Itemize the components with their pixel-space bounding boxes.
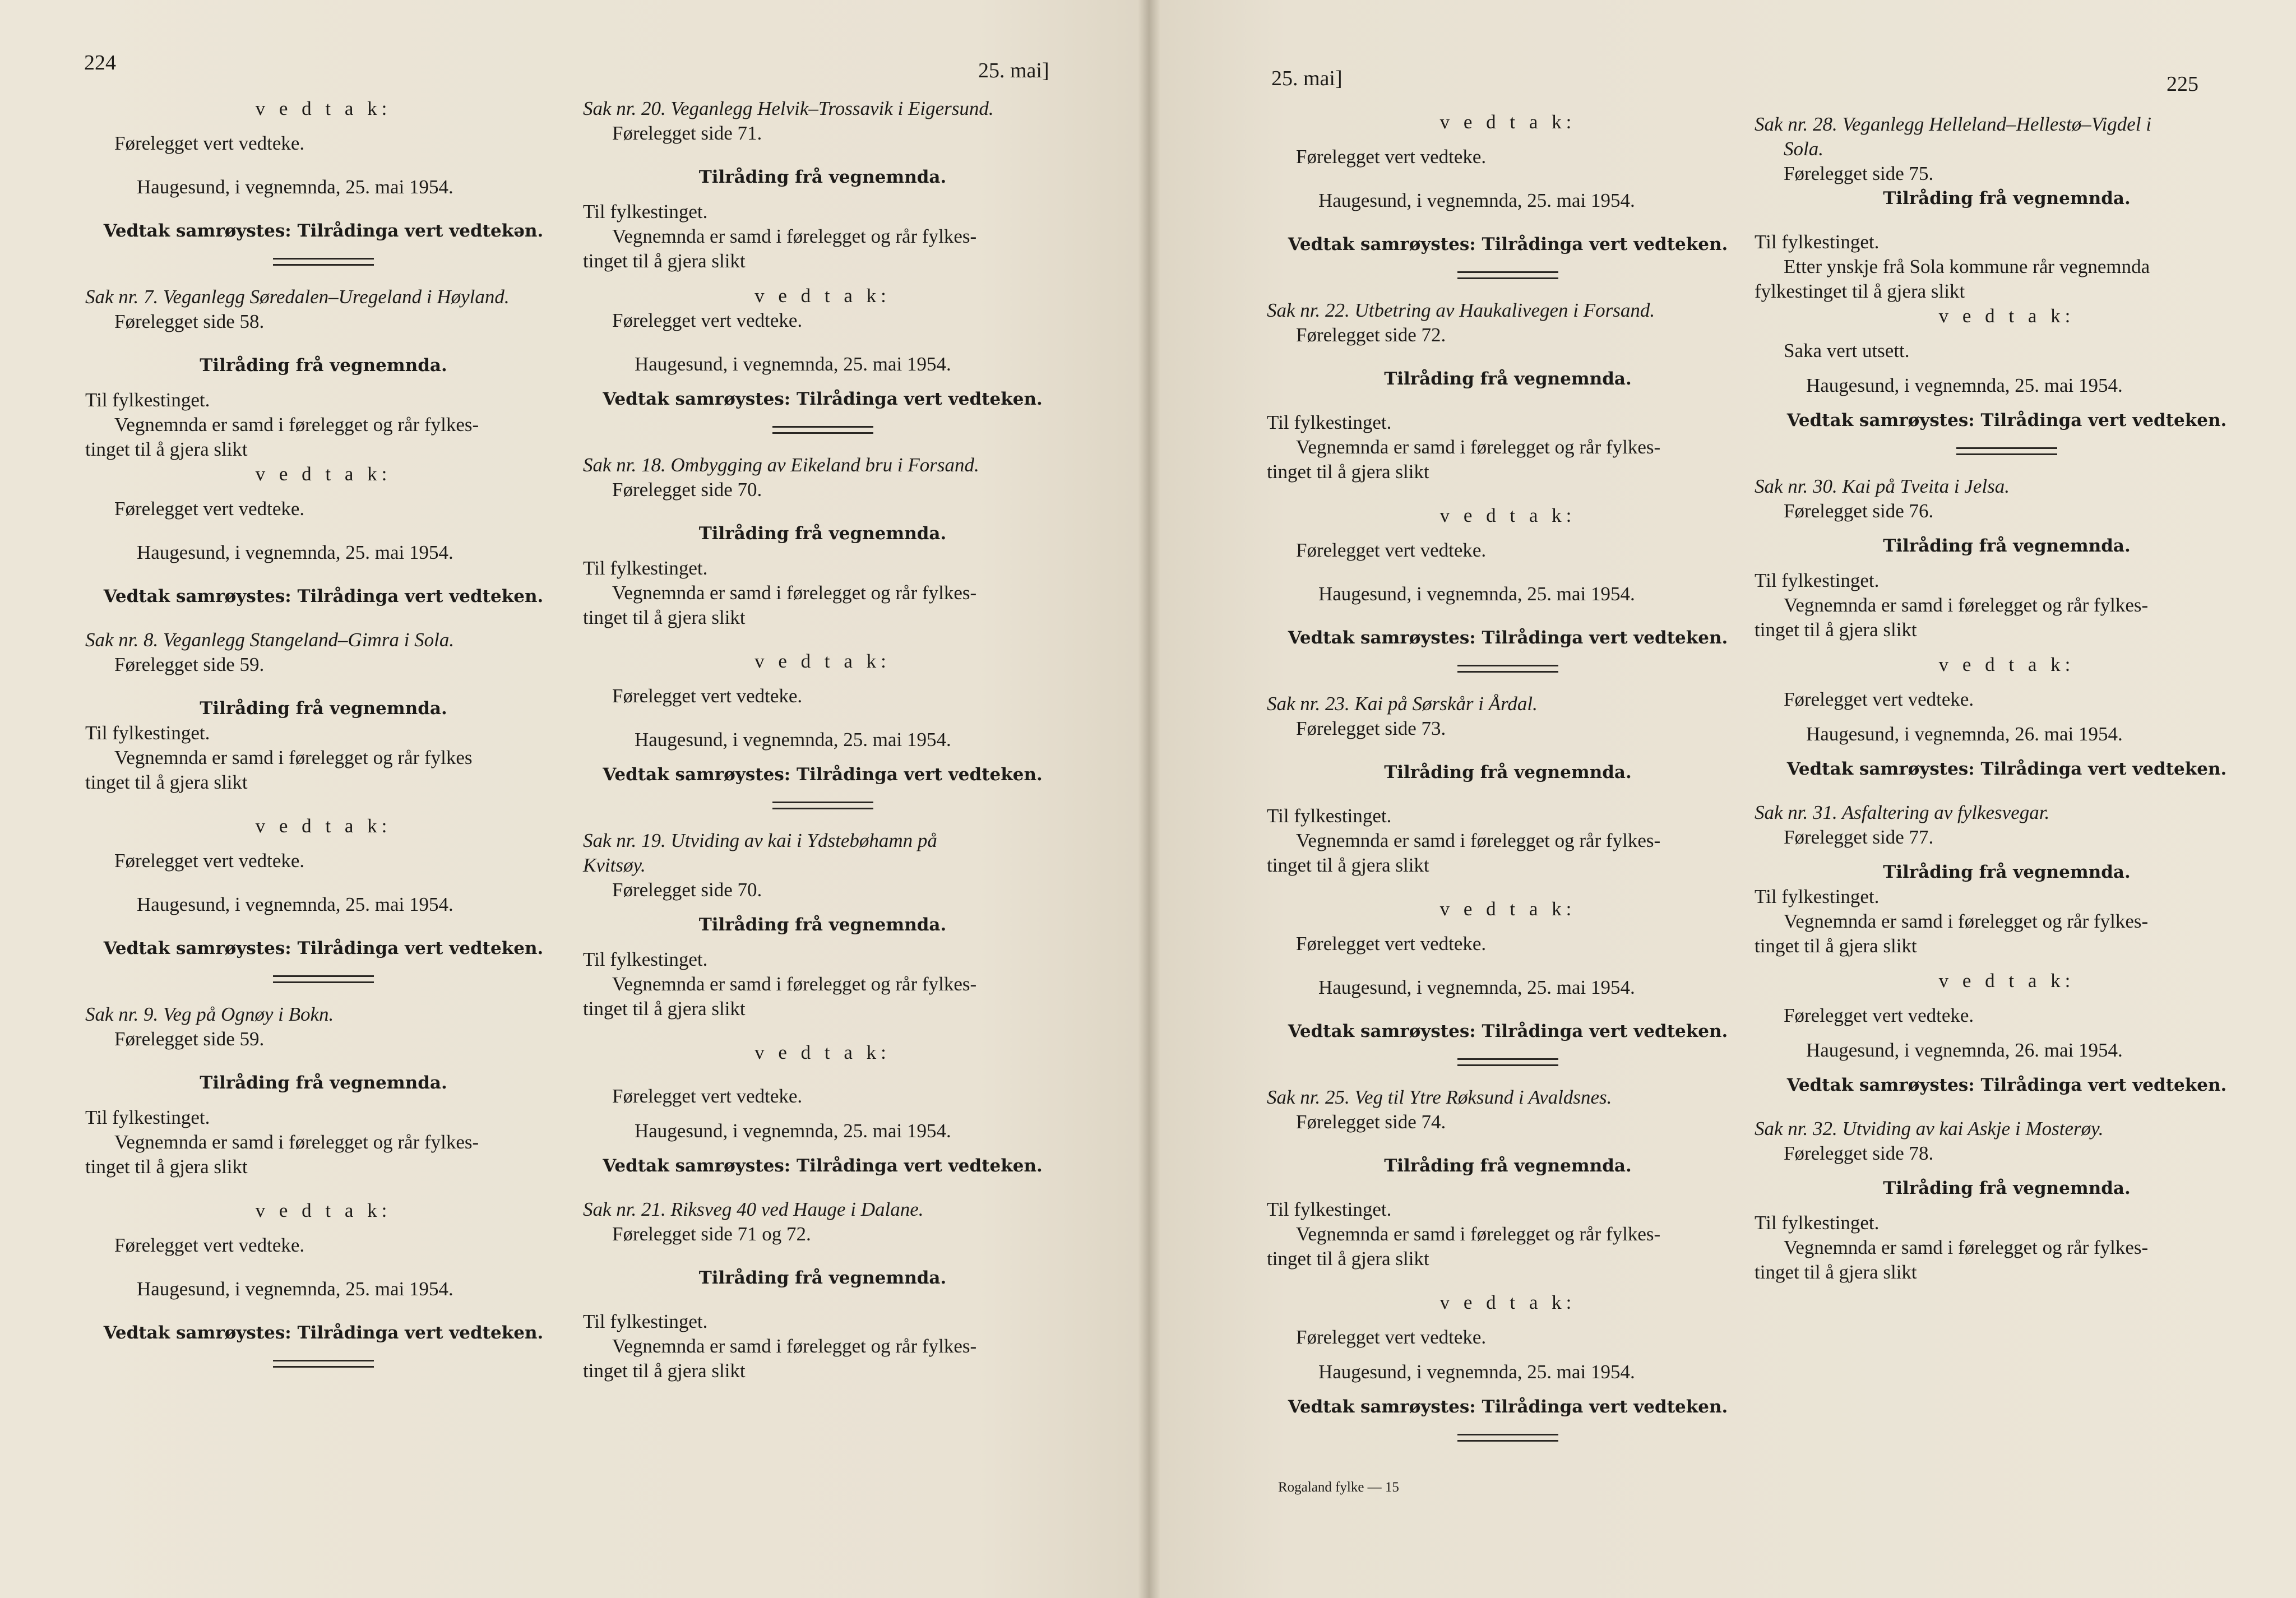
unanimous-decision: Vedtak samrøystes: Tilrådinga vert vedteken. (1288, 1397, 1728, 1417)
recommendation-heading: Tilråding frå vegnemnda. (1883, 188, 2131, 209)
addressee: Til fylkestinget. (583, 201, 708, 223)
recommendation-text: Vegnemnda er samd i førelegget og rår fylkes- (1296, 1223, 1661, 1245)
book-gutter (1138, 0, 1160, 1598)
recommendation-text: Vegnemnda er samd i førelegget og rår fylkes- (114, 1131, 479, 1153)
decision-text: Førelegget vert vedteke. (1296, 539, 1487, 561)
recommendation-heading: Tilråding frå vegnemnda. (698, 915, 947, 935)
unanimous-decision: Vedtak samrøystes: Tilrådinga vert vedtekən. (103, 221, 544, 241)
decision-text: Førelegget vert vedteke. (612, 1085, 803, 1107)
case-reference: Førelegget side 77. (1784, 826, 1934, 848)
recommendation-heading: Tilråding frå vegnemnda. (200, 355, 447, 376)
divider-rule (273, 975, 374, 983)
addressee: Til fylkestinget. (583, 948, 708, 970)
unanimous-decision: Vedtak samrøystes: Tilrådinga vert vedteken. (1288, 628, 1728, 648)
unanimous-decision: Vedtak samrøystes: Tilrådinga vert vedteken. (103, 586, 544, 606)
running-date-left: 25. mai] (978, 59, 1049, 82)
decision-text: Førelegget vert vedteke. (114, 1234, 305, 1256)
recommendation-text-cont: tinget til å gjera slikt (85, 771, 248, 793)
case-title-cont: Sola. (1784, 138, 1823, 160)
right-page (1149, 0, 2296, 1598)
place-date: Haugesund, i vegnemnda, 25. mai 1954. (137, 1278, 453, 1300)
recommendation-heading: Tilråding frå vegnemnda. (200, 1073, 447, 1093)
unanimous-decision: Vedtak samrøystes: Tilrådinga vert vedteken. (103, 938, 544, 958)
case-title: Sak nr. 9. Veg på Ognøy i Bokn. (85, 1003, 334, 1025)
case-title: Sak nr. 31. Asfaltering av fylkesvegar. (1755, 802, 2050, 823)
recommendation-text-cont: fylkestinget til å gjera slikt (1755, 280, 1965, 302)
vedtak-heading: v e d t a k: (255, 1199, 392, 1221)
vedtak-heading: v e d t a k: (1938, 970, 2075, 992)
decision-text: Førelegget vert vedteke. (114, 132, 305, 154)
addressee: Til fylkestinget. (1755, 231, 1880, 253)
case-reference: Førelegget side 59. (114, 654, 265, 675)
case-title: Sak nr. 20. Veganlegg Helvik–Trossavik i Eigersund. (583, 98, 994, 119)
unanimous-decision: Vedtak samrøystes: Tilrådinga vert vedteken. (1786, 410, 2227, 430)
place-date: Haugesund, i vegnemnda, 25. mai 1954. (1318, 189, 1635, 211)
vedtak-heading: v e d t a k: (754, 285, 891, 307)
page-footer: Rogaland fylke — 15 (1278, 1480, 1399, 1495)
vedtak-heading: v e d t a k: (1938, 654, 2075, 675)
recommendation-text-cont: tinget til å gjera slikt (583, 250, 746, 272)
decision-text: Førelegget vert vedteke. (612, 309, 803, 331)
vedtak-heading: v e d t a k: (754, 650, 891, 672)
case-reference: Førelegget side 72. (1296, 324, 1446, 346)
case-title: Sak nr. 22. Utbetring av Haukalivegen i Forsand. (1267, 299, 1655, 321)
addressee: Til fylkestinget. (1755, 886, 1880, 907)
case-reference: Førelegget side 70. (612, 879, 762, 901)
case-title: Sak nr. 21. Riksveg 40 ved Hauge i Dalane. (583, 1198, 924, 1220)
addressee: Til fylkestinget. (85, 389, 210, 411)
column-4 (1755, 112, 2259, 1285)
addressee: Til fylkestinget. (85, 1106, 210, 1128)
vedtak-heading: v e d t a k: (255, 98, 392, 119)
recommendation-text-cont: tinget til å gjera slikt (583, 1360, 746, 1382)
recommendation-heading: Tilråding frå vegnemnda. (1883, 1178, 2131, 1198)
addressee: Til fylkestinget. (583, 1310, 708, 1332)
recommendation-heading: Tilråding frå vegnemnda. (200, 698, 447, 719)
case-title: Sak nr. 30. Kai på Tveita i Jelsa. (1755, 475, 2010, 497)
case-title: Sak nr. 19. Utviding av kai i Ydstebøhamn på (583, 830, 937, 851)
case-reference: Førelegget side 75. (1784, 163, 1934, 184)
case-title: Sak nr. 18. Ombygging av Eikeland bru i Forsand. (583, 454, 979, 476)
recommendation-heading: Tilråding frå vegnemnda. (698, 167, 947, 187)
divider-rule (1457, 1058, 1558, 1066)
case-title: Sak nr. 32. Utviding av kai Askje i Mosterøy. (1755, 1118, 2104, 1140)
column-1 (85, 96, 562, 1387)
vedtak-heading: v e d t a k: (1439, 898, 1576, 920)
case-reference: Førelegget side 73. (1296, 717, 1446, 739)
decision-text: Førelegget vert vedteke. (114, 498, 305, 520)
place-date: Haugesund, i vegnemnda, 25. mai 1954. (137, 541, 453, 563)
place-date: Haugesund, i vegnemnda, 25. mai 1954. (635, 729, 951, 751)
addressee: Til fylkestinget. (583, 557, 708, 579)
recommendation-text-cont: tinget til å gjera slikt (583, 998, 746, 1020)
place-date: Haugesund, i vegnemnda, 25. mai 1954. (1806, 374, 2123, 396)
place-date: Haugesund, i vegnemnda, 26. mai 1954. (1806, 1039, 2123, 1061)
recommendation-text: Vegnemnda er samd i førelegget og rår fylkes- (612, 973, 977, 995)
recommendation-heading: Tilråding frå vegnemnda. (1883, 536, 2131, 556)
recommendation-text: Etter ynskje frå Sola kommune rår vegnemnda (1784, 256, 2150, 277)
vedtak-heading: v e d t a k: (1938, 305, 2075, 327)
case-title: Sak nr. 25. Veg til Ytre Røksund i Avaldsnes. (1267, 1086, 1612, 1108)
recommendation-heading: Tilråding frå vegnemnda. (698, 1268, 947, 1288)
place-date: Haugesund, i vegnemnda, 25. mai 1954. (1318, 583, 1635, 605)
recommendation-text-cont: tinget til å gjera slikt (1755, 619, 1917, 641)
recommendation-text: Vegnemnda er samd i førelegget og rår fylkes- (114, 414, 479, 436)
case-reference: Førelegget side 71 og 72. (612, 1223, 811, 1245)
decision-text: Førelegget vert vedteke. (1784, 688, 1974, 710)
column-2 (583, 96, 1062, 1383)
vedtak-heading: v e d t a k: (1439, 1291, 1576, 1313)
recommendation-text: Vegnemnda er samd i førelegget og rår fylkes- (1784, 910, 2149, 932)
recommendation-text: Vegnemnda er samd i førelegget og rår fylkes- (1296, 436, 1661, 458)
addressee: Til fylkestinget. (1755, 569, 1880, 591)
recommendation-text-cont: tinget til å gjera slikt (1267, 1248, 1429, 1270)
place-date: Haugesund, i vegnemnda, 25. mai 1954. (1318, 976, 1635, 998)
vedtak-heading: v e d t a k: (255, 463, 392, 485)
recommendation-text-cont: tinget til å gjera slikt (1267, 461, 1429, 483)
vedtak-heading: v e d t a k: (754, 1041, 891, 1063)
place-date: Haugesund, i vegnemnda, 26. mai 1954. (1806, 723, 2123, 745)
unanimous-decision: Vedtak samrøystes: Tilrådinga vert vedteken. (603, 1156, 1043, 1176)
page-number-right: 225 (2167, 72, 2198, 96)
recommendation-heading: Tilråding frå vegnemnda. (1384, 762, 1632, 782)
divider-rule (1457, 665, 1558, 673)
recommendation-heading: Tilråding frå vegnemnda. (1384, 369, 1632, 389)
place-date: Haugesund, i vegnemnda, 25. mai 1954. (137, 893, 453, 915)
decision-text: Saka vert utsett. (1784, 340, 1910, 362)
unanimous-decision: Vedtak samrøystes: Tilrådinga vert vedteken. (1786, 1075, 2227, 1095)
decision-text: Førelegget vert vedteke. (1784, 1004, 1974, 1026)
case-reference: Førelegget side 58. (114, 311, 265, 332)
case-title-cont: Kvitsøy. (583, 854, 646, 876)
recommendation-text-cont: tinget til å gjera slikt (85, 438, 248, 460)
addressee: Til fylkestinget. (1267, 805, 1392, 827)
column-3 (1267, 110, 1749, 1500)
unanimous-decision: Vedtak samrøystes: Tilrådinga vert vedteken. (1288, 234, 1728, 254)
unanimous-decision: Vedtak samrøystes: Tilrådinga vert vedteken. (603, 765, 1043, 785)
recommendation-text-cont: tinget til å gjera slikt (583, 606, 746, 628)
addressee: Til fylkestinget. (1755, 1212, 1880, 1234)
recommendation-heading: Tilråding frå vegnemnda. (1384, 1156, 1632, 1176)
place-date: Haugesund, i vegnemnda, 25. mai 1954. (635, 1120, 951, 1142)
divider-rule (273, 258, 374, 266)
place-date: Haugesund, i vegnemnda, 25. mai 1954. (1318, 1361, 1635, 1383)
vedtak-heading: v e d t a k: (255, 815, 392, 837)
place-date: Haugesund, i vegnemnda, 25. mai 1954. (137, 176, 453, 198)
recommendation-text-cont: tinget til å gjera slikt (1755, 1261, 1917, 1283)
decision-text: Førelegget vert vedteke. (1296, 146, 1487, 168)
running-date-right: 25. mai] (1271, 67, 1343, 90)
place-date: Haugesund, i vegnemnda, 25. mai 1954. (635, 353, 951, 375)
case-reference: Førelegget side 70. (612, 479, 762, 501)
divider-rule (1457, 271, 1558, 279)
decision-text: Førelegget vert vedteke. (1296, 1326, 1487, 1348)
case-title: Sak nr. 28. Veganlegg Helleland–Hellestø–Vigdel i (1755, 113, 2151, 135)
case-reference: Førelegget side 78. (1784, 1142, 1934, 1164)
page-number-left: 224 (84, 51, 116, 75)
case-reference: Førelegget side 74. (1296, 1111, 1446, 1133)
unanimous-decision: Vedtak samrøystes: Tilrådinga vert vedteken. (1786, 759, 2227, 779)
case-reference: Førelegget side 59. (114, 1028, 265, 1050)
recommendation-heading: Tilråding frå vegnemnda. (698, 524, 947, 544)
decision-text: Førelegget vert vedteke. (1296, 933, 1487, 955)
recommendation-heading: Tilråding frå vegnemnda. (1883, 862, 2131, 882)
recommendation-text: Vegnemnda er samd i førelegget og rår fylkes- (612, 225, 977, 247)
divider-rule (772, 802, 873, 809)
divider-rule (273, 1360, 374, 1368)
recommendation-text-cont: tinget til å gjera slikt (1267, 854, 1429, 876)
recommendation-text: Vegnemnda er samd i førelegget og rår fylkes- (1784, 594, 2149, 616)
decision-text: Førelegget vert vedteke. (114, 850, 305, 872)
divider-rule (772, 426, 873, 434)
case-title: Sak nr. 23. Kai på Sørskår i Årdal. (1267, 693, 1538, 715)
recommendation-text: Vegnemnda er samd i førelegget og rår fylkes- (612, 582, 977, 604)
recommendation-text-cont: tinget til å gjera slikt (85, 1156, 248, 1178)
unanimous-decision: Vedtak samrøystes: Tilrådinga vert vedteken. (603, 389, 1043, 409)
unanimous-decision: Vedtak samrøystes: Tilrådinga vert vedteken. (103, 1323, 544, 1343)
vedtak-heading: v e d t a k: (1439, 111, 1576, 133)
decision-text: Førelegget vert vedteke. (612, 685, 803, 707)
case-reference: Førelegget side 71. (612, 122, 762, 144)
unanimous-decision: Vedtak samrøystes: Tilrådinga vert vedteken. (1288, 1021, 1728, 1041)
recommendation-text-cont: tinget til å gjera slikt (1755, 935, 1917, 957)
vedtak-heading: v e d t a k: (1439, 504, 1576, 526)
divider-rule (1956, 447, 2057, 455)
recommendation-text: Vegnemnda er samd i førelegget og rår fylkes (114, 747, 473, 768)
case-reference: Førelegget side 76. (1784, 500, 1934, 522)
recommendation-text: Vegnemnda er samd i førelegget og rår fylkes- (1784, 1236, 2149, 1258)
recommendation-text: Vegnemnda er samd i førelegget og rår fylkes- (1296, 830, 1661, 851)
addressee: Til fylkestinget. (1267, 1198, 1392, 1220)
case-title: Sak nr. 8. Veganlegg Stangeland–Gimra i Sola. (85, 629, 455, 651)
addressee: Til fylkestinget. (1267, 411, 1392, 433)
divider-rule (1457, 1434, 1558, 1442)
case-title: Sak nr. 7. Veganlegg Søredalen–Uregeland i Høyland. (85, 286, 510, 308)
recommendation-text: Vegnemnda er samd i førelegget og rår fylkes- (612, 1335, 977, 1357)
addressee: Til fylkestinget. (85, 722, 210, 744)
